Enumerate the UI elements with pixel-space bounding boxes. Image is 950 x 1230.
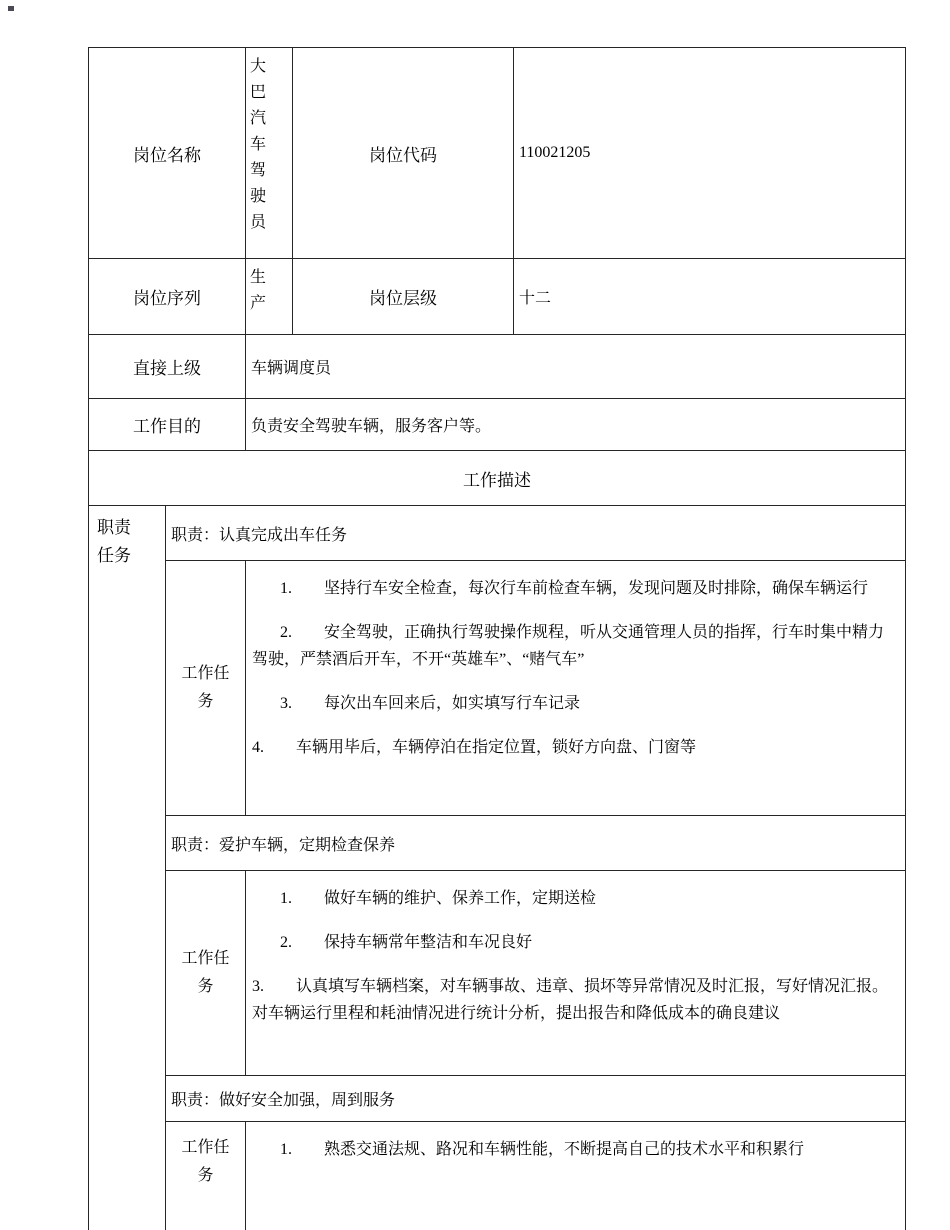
duty-3-title: 职责：做好安全加强，周到服务 [166, 1076, 906, 1122]
task-content-1 [246, 561, 906, 816]
position-series-label: 岗位序列 [89, 259, 246, 335]
duty-column-header: 职责任务 [97, 518, 131, 565]
task-label-3: 工作任务 [181, 1139, 230, 1184]
position-name-value-cell [246, 48, 293, 259]
position-series-value: 生产 [250, 269, 267, 312]
task-item: 1. 熟悉交通法规、路况和车辆性能，不断提高自己的技术水平和积累行 [280, 1141, 805, 1158]
task-item: 3. 认真填写车辆档案，对车辆事故、违章、损坏等异常情况及时汇报，写好情况汇报。对车辆运行里程和耗油情况进行统计分析，提出报告和降低成本的确良建议 [252, 978, 889, 1022]
task-label-2-cell [166, 871, 246, 1076]
task-item: 2. 保持车辆常年整洁和车况良好 [280, 934, 533, 951]
row-tasks-3 [89, 1122, 906, 1230]
position-series-value-cell [246, 259, 293, 335]
task-label-1-cell [166, 561, 246, 816]
row-tasks-1 [89, 561, 906, 816]
row-position-name [89, 48, 906, 259]
purpose-value: 负责安全驾驶车辆，服务客户等。 [246, 399, 906, 451]
description-header: 工作描述 [89, 451, 906, 506]
position-code-value: 110021205 [514, 48, 906, 259]
task-label-2: 工作任务 [181, 950, 230, 995]
duty-2-title: 职责：爱护车辆，定期检查保养 [166, 816, 906, 871]
task-item: 4. 车辆用毕后，车辆停泊在指定位置，锁好方向盘、门窗等 [252, 739, 697, 756]
row-purpose [89, 399, 906, 451]
position-level-label: 岗位层级 [293, 259, 514, 335]
page-artifact-dot [8, 6, 14, 11]
row-position-series [89, 259, 906, 335]
task-item: 3. 每次出车回来后，如实填写行车记录 [280, 695, 581, 712]
supervisor-label: 直接上级 [89, 335, 246, 399]
position-name-value: 大巴汽车驾驶员 [250, 58, 267, 231]
duty-1-title: 职责：认真完成出车任务 [166, 506, 906, 561]
purpose-label: 工作目的 [89, 399, 246, 451]
row-supervisor [89, 335, 906, 399]
position-name-label: 岗位名称 [89, 48, 246, 259]
row-tasks-2 [89, 871, 906, 1076]
task-item: 2. 安全驾驶，正确执行驾驶操作规程，听从交通管理人员的指挥，行车时集中精力驾驶，严禁酒后开车，不开“英雄车”、“赌气车” [252, 624, 885, 668]
task-item: 1. 做好车辆的维护、保养工作，定期送检 [280, 890, 597, 907]
task-label-3-cell [166, 1122, 246, 1230]
task-content-2 [246, 871, 906, 1076]
task-content-3 [246, 1122, 906, 1230]
job-description-table [88, 47, 906, 1230]
task-label-1: 工作任务 [181, 665, 230, 710]
job-description-table-wrap [88, 47, 906, 1230]
position-level-value: 十二 [514, 259, 906, 335]
duty-column-header-cell [89, 506, 166, 1230]
task-item: 1. 坚持行车安全检查，每次行车前检查车辆，发现问题及时排除，确保车辆运行 [280, 580, 869, 597]
supervisor-value: 车辆调度员 [246, 335, 906, 399]
row-duty-3 [89, 1076, 906, 1122]
row-duty-2 [89, 816, 906, 871]
row-description-header [89, 451, 906, 506]
row-duty-1 [89, 506, 906, 561]
position-code-label: 岗位代码 [293, 48, 514, 259]
